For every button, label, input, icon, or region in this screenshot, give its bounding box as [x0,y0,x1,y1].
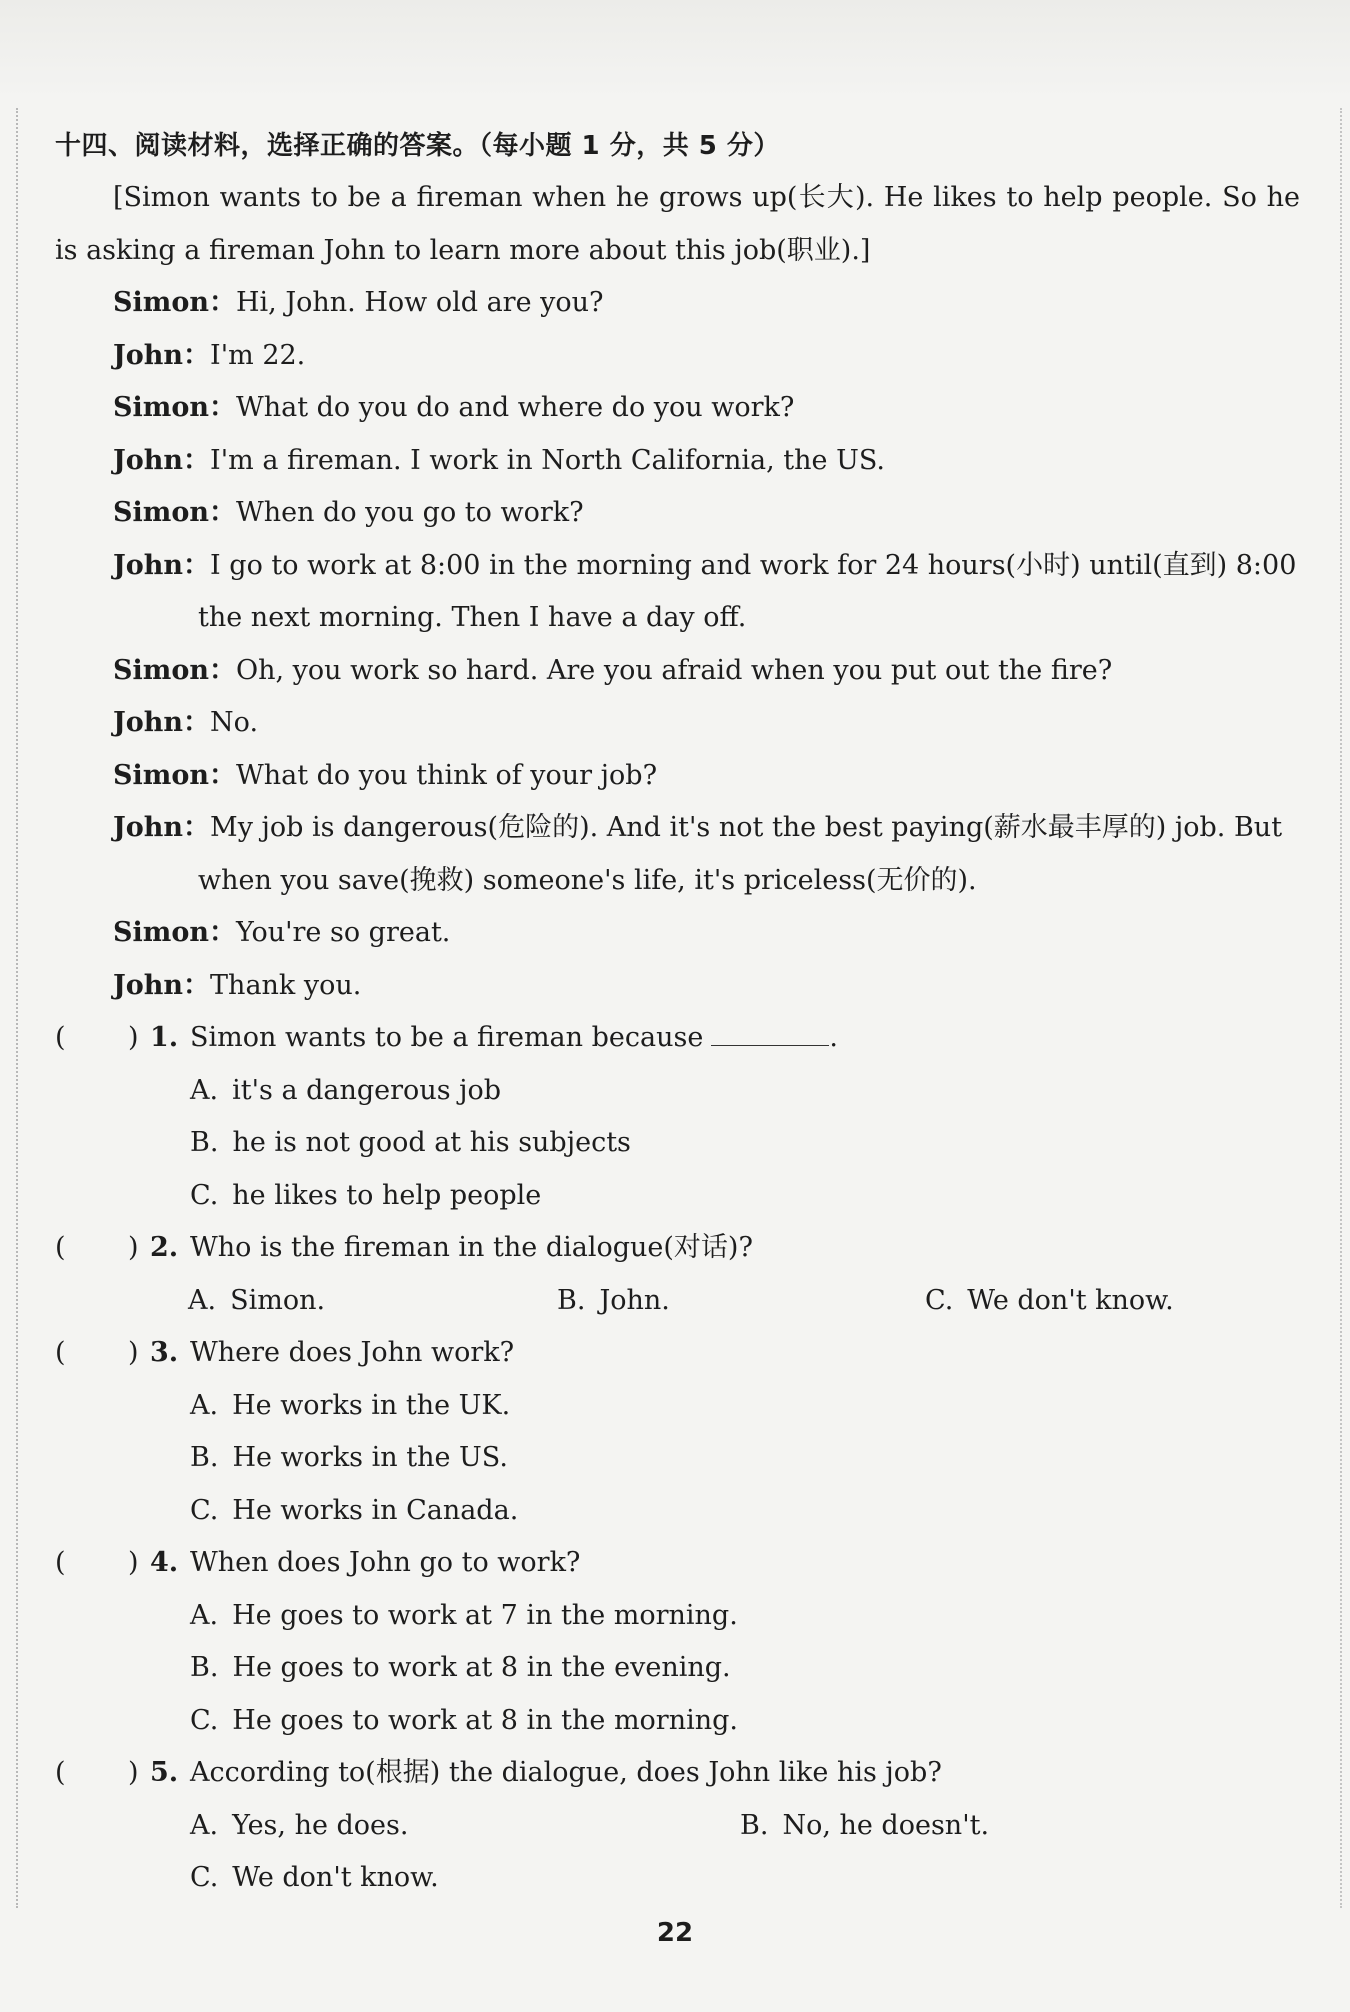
option-c [55,1852,1300,1905]
option-letter: C. [190,1862,219,1893]
answer-paren-open: ( [55,1022,66,1053]
speaker-name: John： [113,444,211,476]
question-text: Where does John work? [190,1337,515,1368]
option-a [55,1590,1300,1643]
question-text: When does John go to work? [190,1547,581,1578]
question-number: 4. [150,1547,179,1578]
speaker-name: John： [113,549,211,581]
option-letter: B. [190,1652,219,1683]
option-text: He goes to work at 8 in the evening. [232,1652,731,1683]
dialogue-text: You're so great. [235,917,451,948]
option-letter: B. [557,1284,586,1316]
section-heading: 十四、阅读材料，选择正确的答案。（每小题 1 分，共 5 分） [55,131,780,161]
question-3 [55,1327,1300,1380]
question-number: 3. [150,1337,179,1368]
page-top-shading [0,0,1350,100]
answer-paren-open: ( [55,1547,66,1578]
dialogue [55,277,1300,1012]
option-text: He goes to work at 8 in the morning. [232,1704,738,1736]
dialogue-text: When do you go to work? [235,497,584,528]
dialogue-text: What do you think of your job? [235,759,658,791]
speaker-name: John： [113,339,211,371]
right-margin-line [1340,108,1342,1908]
dialogue-text: My job is dangerous(危险的). And it's not the best paying(薪水最丰厚的) job. But when you save(挽救) someone's life, it's priceless(无价的). [198,812,1283,896]
reading-section [55,120,1300,1905]
answer-paren-close: ) [128,1547,139,1578]
speaker-name: Simon： [113,497,236,528]
dialogue-text: I'm a fireman. I work in North California, the US. [210,444,885,476]
option-letter: C. [190,1704,219,1736]
option-letter: A. [188,1284,217,1316]
question-number: 5. [150,1757,179,1788]
question-number: 1. [150,1022,179,1053]
option-a [188,1275,325,1328]
dialogue-text: Thank you. [210,969,362,1001]
option-text: He goes to work at 7 in the morning. [232,1599,738,1631]
option-text: He works in the US. [232,1442,508,1473]
answer-paren-close: ) [128,1232,139,1263]
option-b [557,1275,670,1328]
option-letter: A. [190,1389,219,1421]
option-letter: B. [190,1442,219,1473]
option-letter: A. [190,1599,219,1631]
option-letter: A. [190,1809,219,1841]
question-number: 2. [150,1232,179,1263]
speaker-name: Simon： [113,759,236,791]
options-row [55,1275,1300,1328]
option-text: he is not good at his subjects [232,1127,631,1158]
option-a [55,1065,1300,1118]
option-c [925,1275,1174,1328]
option-letter: C. [925,1284,954,1316]
answer-paren-open: ( [55,1232,66,1263]
answer-blank[interactable] [711,1015,829,1046]
question-4 [55,1537,1300,1590]
option-b [740,1800,989,1853]
options-row [55,1800,1300,1853]
dialogue-line [55,382,1300,435]
option-a [55,1380,1300,1433]
option-a [190,1800,408,1853]
speaker-name: John： [113,969,211,1001]
answer-paren-close: ) [128,1337,139,1368]
option-text: Yes, he does. [232,1809,409,1841]
dialogue-line [55,907,1300,960]
option-text: No, he doesn't. [782,1809,990,1841]
option-text: John. [599,1284,670,1316]
dialogue-text: I go to work at 8:00 in the morning and work for 24 hours(小时) until(直到) 8:00 the next morning. Then I have a day off. [198,549,1297,633]
option-letter: C. [190,1494,219,1526]
option-letter: A. [190,1074,219,1106]
dialogue-line [55,435,1300,488]
answer-paren-close: ) [128,1757,139,1788]
question-text: According to(根据) the dialogue, does John like his job? [190,1757,942,1788]
dialogue-line [55,645,1300,698]
option-c [55,1695,1300,1748]
speaker-name: John： [113,707,211,738]
dialogue-text: Oh, you work so hard. Are you afraid when you put out the fire? [235,654,1113,686]
left-margin-line [16,108,18,1908]
option-text: it's a dangerous job [232,1074,502,1106]
dialogue-line [55,277,1300,330]
option-c [55,1170,1300,1223]
option-c [55,1485,1300,1538]
question-5 [55,1747,1300,1800]
dialogue-line [55,697,1300,750]
option-b [55,1117,1300,1170]
page-number: 22 [656,1918,694,1948]
question-text: Who is the fireman in the dialogue(对话)? [190,1232,753,1263]
dialogue-text: No. [210,707,259,738]
question-text: Simon wants to be a fireman because [190,1022,704,1053]
intro-paragraph: [Simon wants to be a fireman when he grows up(长大). He likes to help people. So he is asking a fireman John to learn more about this job(职业).] [55,182,1300,266]
option-text: We don't know. [232,1862,439,1893]
speaker-name: Simon： [113,287,236,318]
option-text: We don't know. [967,1284,1174,1316]
dialogue-text: I'm 22. [210,339,306,371]
option-text: He works in Canada. [232,1494,519,1526]
option-letter: B. [190,1127,219,1158]
option-b [55,1432,1300,1485]
answer-paren-open: ( [55,1337,66,1368]
option-text: Simon. [230,1284,326,1316]
speaker-name: Simon： [113,917,236,948]
dialogue-text: Hi, John. How old are you? [235,287,604,318]
dialogue-line [55,540,1300,645]
speaker-name: John： [113,812,211,843]
question-end-punct: . [829,1022,838,1053]
option-letter: B. [740,1809,769,1841]
dialogue-line [55,960,1300,1013]
speaker-name: Simon： [113,392,236,423]
question-2 [55,1222,1300,1275]
dialogue-line [55,802,1300,907]
answer-paren-close: ) [128,1022,139,1053]
dialogue-line [55,330,1300,383]
option-text: he likes to help people [232,1179,542,1211]
option-b [55,1642,1300,1695]
question-1 [55,1012,1300,1065]
option-text: He works in the UK. [232,1389,511,1421]
option-letter: C. [190,1179,219,1211]
dialogue-line [55,487,1300,540]
dialogue-line [55,750,1300,803]
answer-paren-open: ( [55,1757,66,1788]
speaker-name: Simon： [113,654,236,686]
dialogue-text: What do you do and where do you work? [235,392,795,423]
